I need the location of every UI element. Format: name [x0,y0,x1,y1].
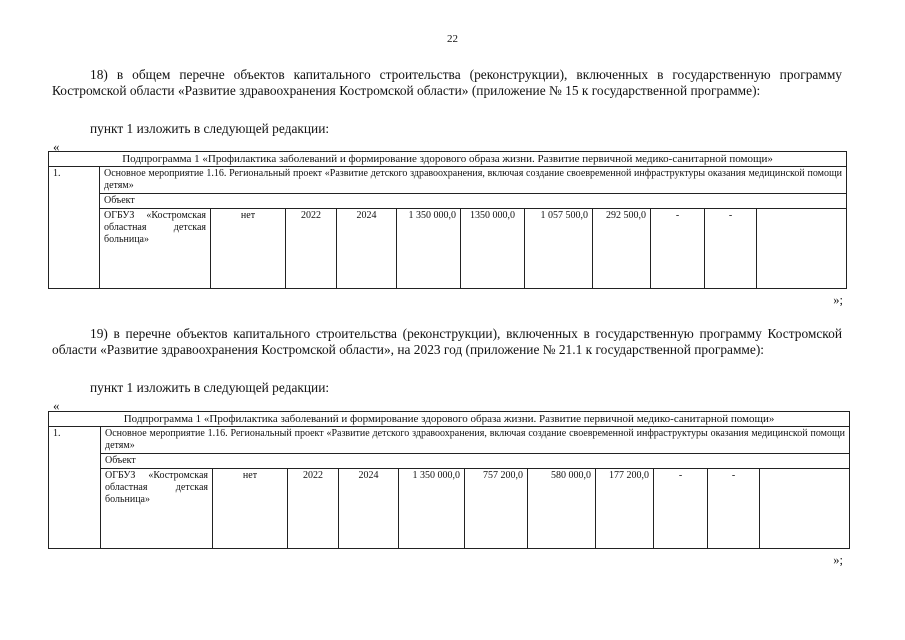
start-year-cell: 2022 [288,469,339,549]
object-name: ОГБУЗ «Костромская областная детская больница» [101,469,213,549]
total-cost-cell: 1 350 000,0 [399,469,465,549]
section-19-intro: 19) в перечне объектов капитального строительства (реконструкции), включенных в государственную программу Костромской области «Развитие здравоохранения Костромской области», на 2023 год (приложение № 21.1 к государственной программе): [52,326,842,357]
value-cell-4: - [651,209,705,289]
object-label: Объект [100,194,847,209]
measure-text: Основное мероприятие 1.16. Региональный проект «Развитие детского здравоохранения, включая создание своевременной инфраструктуры оказания медицинской помощи детям» [100,167,847,194]
measure-row [49,167,847,194]
subprogram-row [49,412,850,427]
row-number: 1. [49,167,100,289]
psd-cell: нет [211,209,286,289]
subprogram-title: Подпрограмма 1 «Профилактика заболеваний и формирование здорового образа жизни. Развитие первичной медико-санитарной помощи» [49,152,847,167]
object-label-row [49,194,847,209]
object-name: ОГБУЗ «Костромская областная детская больница» [100,209,211,289]
table-row [49,469,850,549]
row-number: 1. [49,427,101,549]
value-cell-1: 1350 000,0 [461,209,525,289]
object-label-row [49,454,850,469]
value-cell-2: 1 057 500,0 [525,209,593,289]
value-cell-4: - [654,469,708,549]
section-18-intro: 18) в общем перечне объектов капитального строительства (реконструкции), включенных в государственную программу Костромской области «Развитие здравоохранения Костромской области» (приложение № 15 к государственной программе): [52,67,842,98]
section-19-open-quote: « [53,398,60,413]
start-year-cell: 2022 [286,209,337,289]
page-number: 22 [447,33,458,45]
section-18-close-quote: »; [833,293,843,307]
subprogram-row [49,152,847,167]
measure-row [49,427,850,454]
empty-cell [757,209,847,289]
section-19-close-quote: »; [833,553,843,567]
value-cell-5: - [708,469,760,549]
psd-cell: нет [213,469,288,549]
section-18-instruction: пункт 1 изложить в следующей редакции: [90,121,330,136]
section-19-table [48,411,850,549]
value-cell-2: 580 000,0 [528,469,596,549]
total-cost-cell: 1 350 000,0 [397,209,461,289]
subprogram-title: Подпрограмма 1 «Профилактика заболеваний и формирование здорового образа жизни. Развитие первичной медико-санитарной помощи» [49,412,850,427]
end-year-cell: 2024 [337,209,397,289]
section-18-table [48,151,847,289]
empty-cell [760,469,850,549]
section-18-open-quote: « [53,139,60,154]
measure-text: Основное мероприятие 1.16. Региональный проект «Развитие детского здравоохранения, включая создание своевременной инфраструктуры оказания медицинской помощи детям» [101,427,850,454]
value-cell-3: 292 500,0 [593,209,651,289]
table-row [49,209,847,289]
value-cell-1: 757 200,0 [465,469,528,549]
object-label: Объект [101,454,850,469]
section-19-instruction: пункт 1 изложить в следующей редакции: [90,380,330,395]
end-year-cell: 2024 [339,469,399,549]
value-cell-5: - [705,209,757,289]
value-cell-3: 177 200,0 [596,469,654,549]
